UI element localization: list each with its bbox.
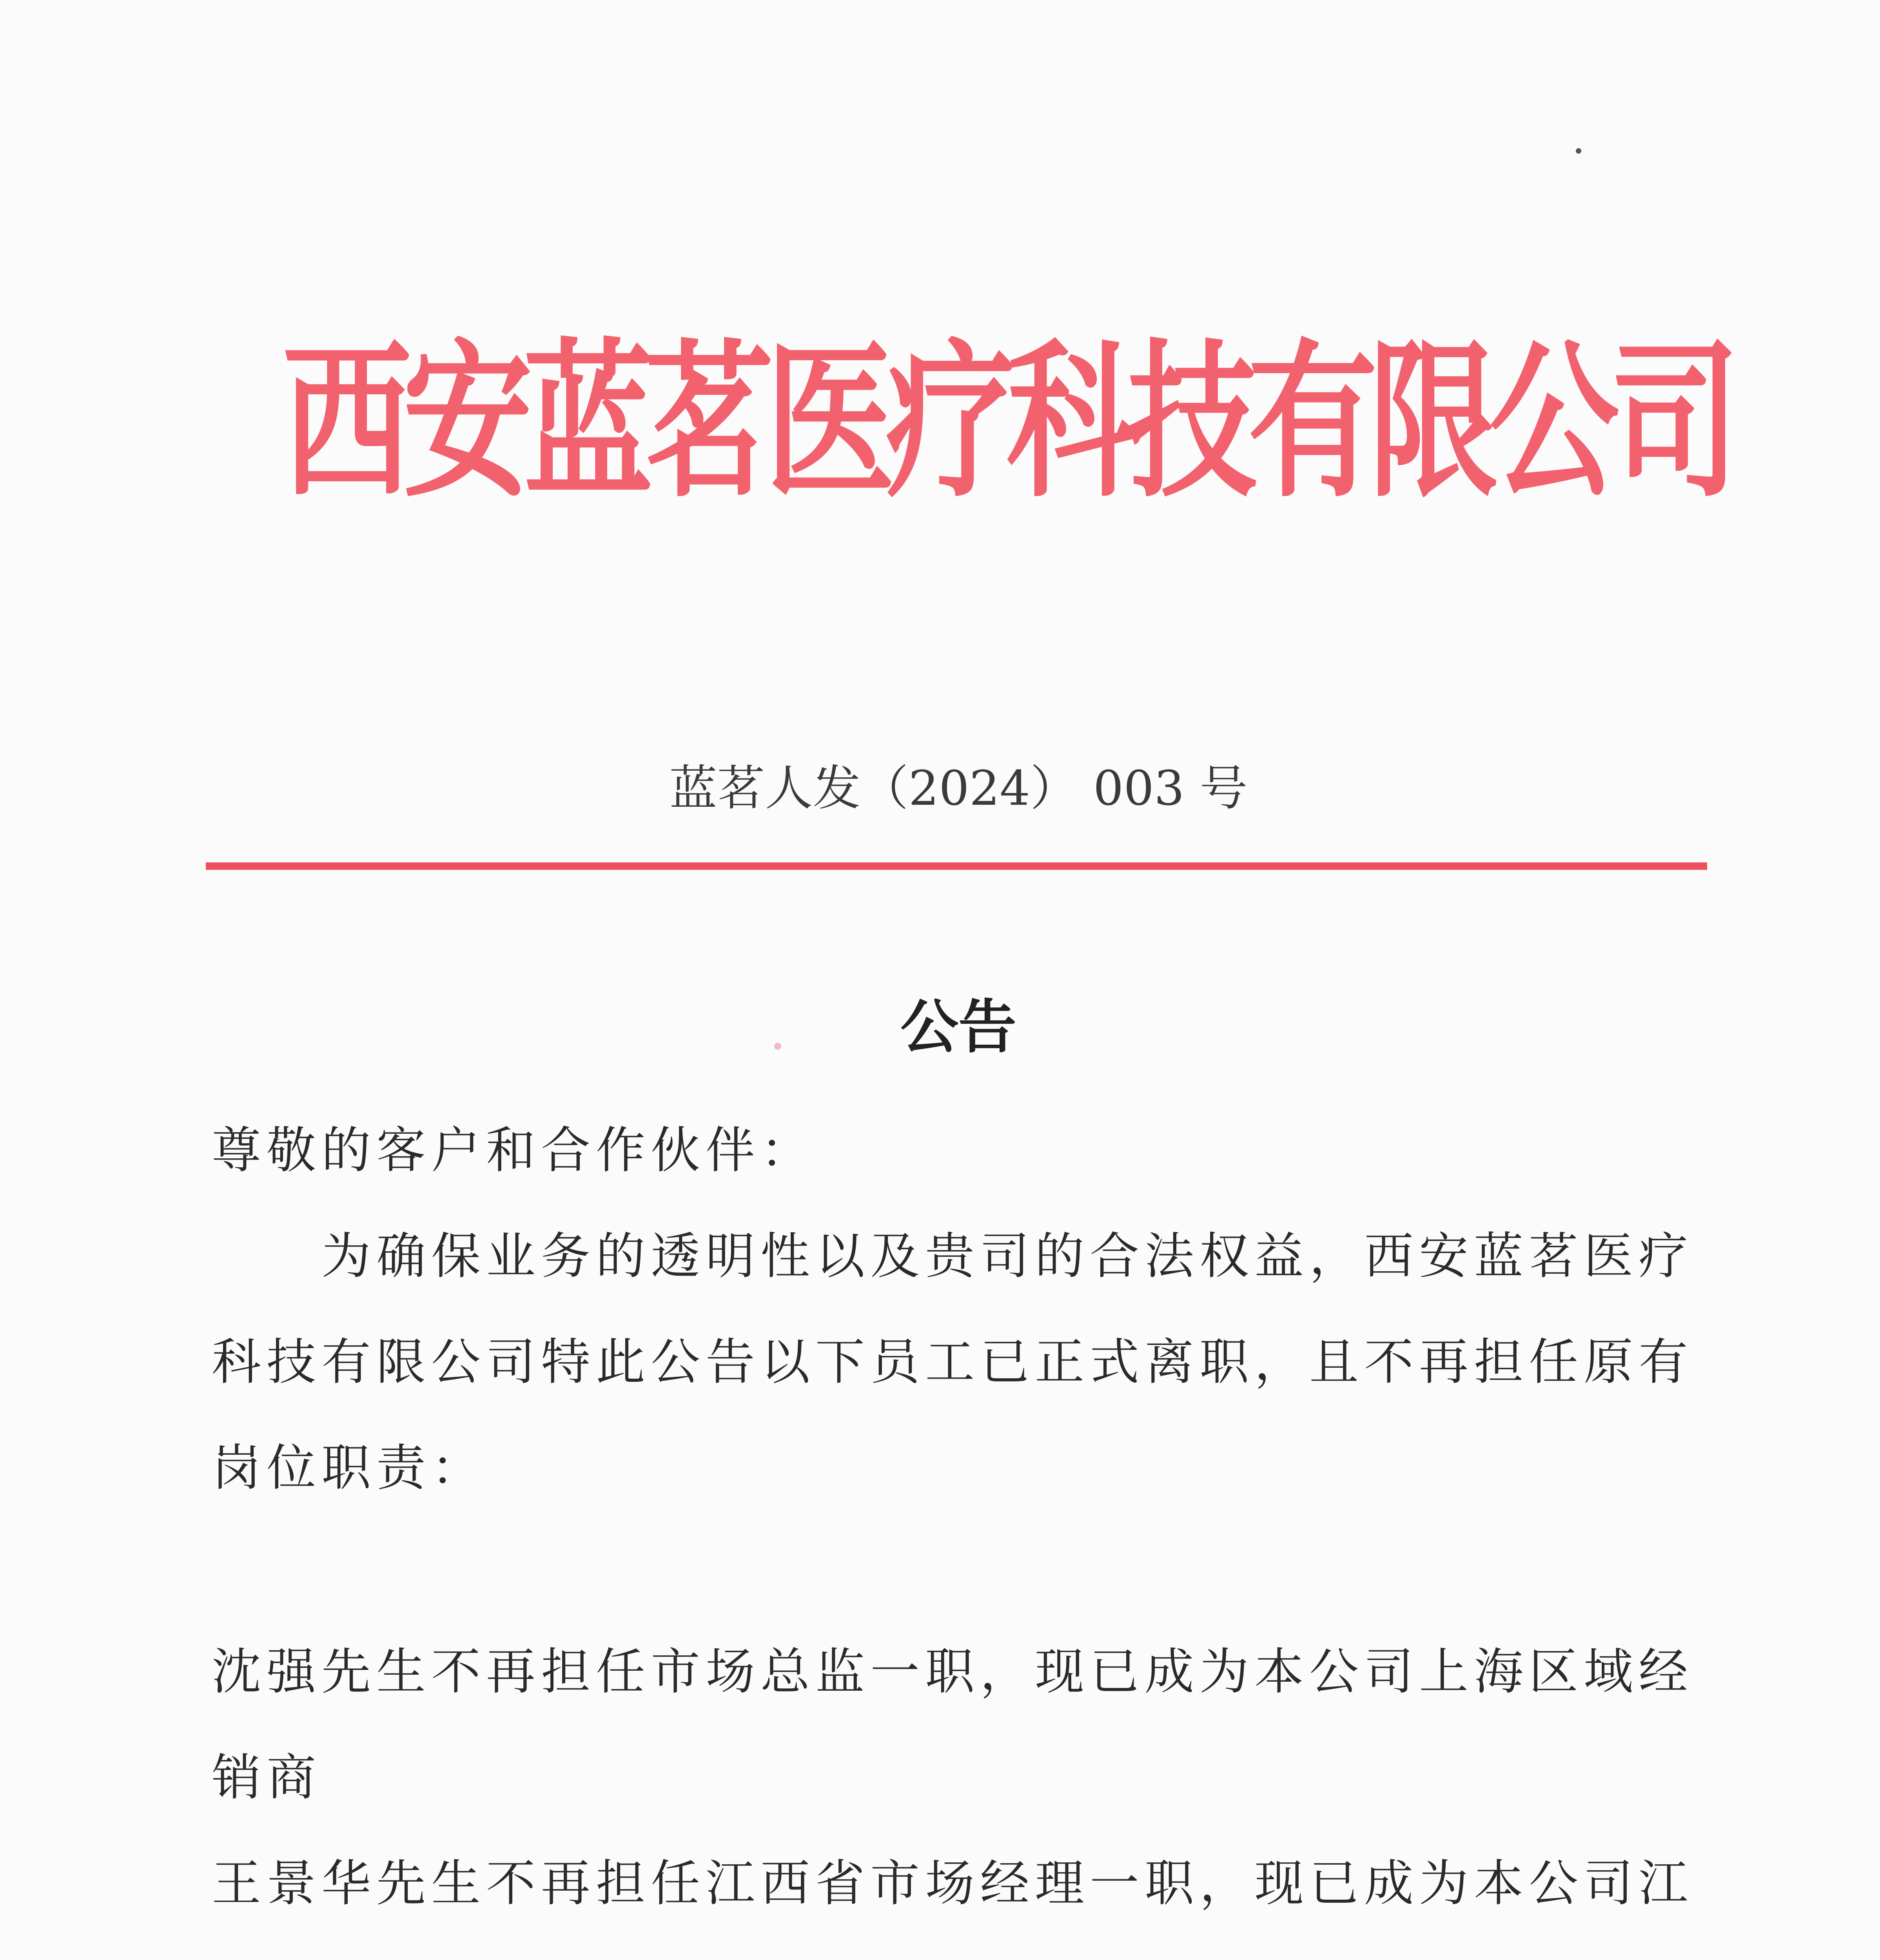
notice-title: 公告	[900, 993, 1016, 1061]
list-item: 沈强先生不再担任市场总监一职，现已成为本公司上海区域经销商	[212, 1643, 1693, 1806]
document-number: 蓝茗人发（2024） 003 号	[669, 760, 1248, 816]
scan-speck	[774, 1043, 781, 1050]
resignation-list	[212, 1619, 1709, 1960]
salutation: 尊敬的客户和合作伙伴：	[212, 1122, 815, 1179]
list-item: 王景华先生不再担任江西省市场经理一职，现已成为本公司江	[212, 1855, 1693, 1912]
scan-speck	[1576, 148, 1581, 154]
red-divider-line	[206, 862, 1707, 870]
intro-paragraph: 为确保业务的透明性以及贵司的合法权益，西安蓝茗医疗科技有限公司特此公告以下员工已正式离职，且不再担任原有岗位职责：	[212, 1227, 1693, 1497]
company-letterhead: 西安蓝茗医疗科技有限公司	[282, 322, 1731, 520]
